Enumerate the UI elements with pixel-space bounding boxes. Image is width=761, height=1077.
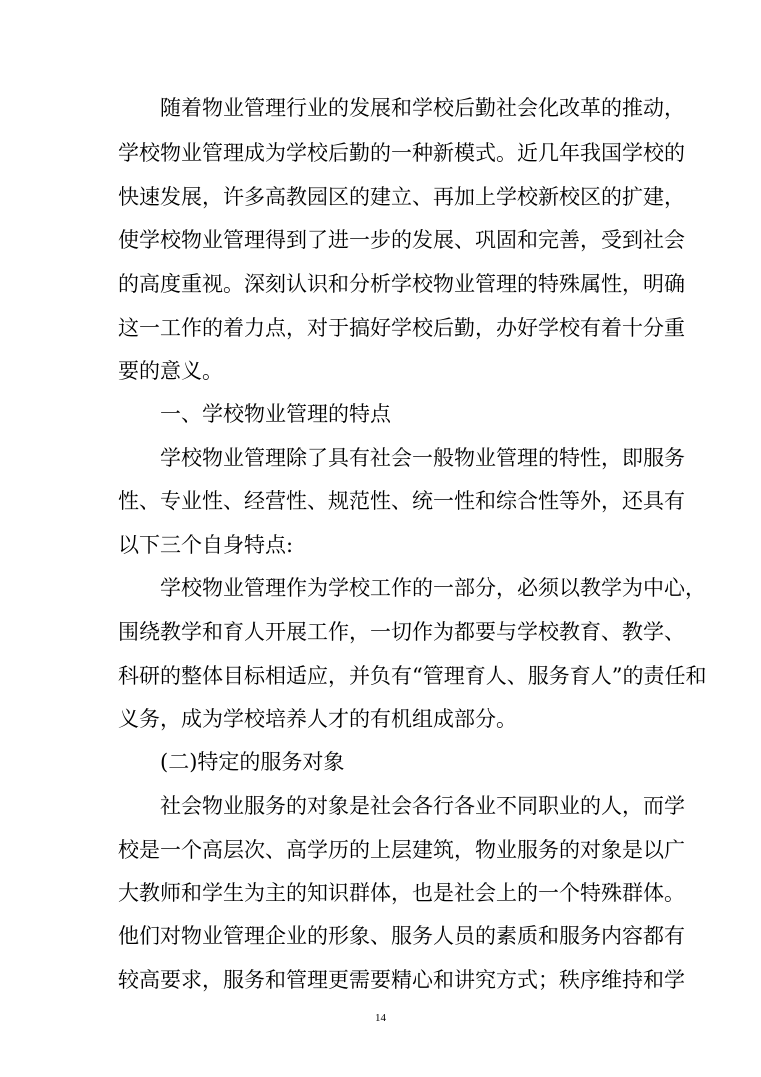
text-line-3: 快速发展，许多高教园区的建立、再加上学校新校区的扩建，: [118, 185, 685, 209]
section-heading-2: (二)特定的服务对象: [160, 750, 345, 774]
text-line-9: 学校物业管理除了具有社会一般物业管理的特性，即服务: [160, 446, 685, 470]
text-line-14: 科研的整体目标相适应，并负有“管理育人、服务育人”的责任和: [118, 664, 707, 688]
text-line-6: 这一工作的着力点，对于搞好学校后勤，办好学校有着十分重: [118, 316, 685, 340]
text-line-11: 以下三个自身特点:: [118, 533, 294, 557]
text-line-10: 性、专业性、经营性、规范性、统一性和综合性等外，还具有: [118, 489, 685, 513]
text-line-13: 围绕教学和育人开展工作，一切作为都要与学校教育、教学、: [118, 620, 685, 644]
text-line-17: 社会物业服务的对象是社会各行各业不同职业的人，而学: [160, 794, 685, 818]
text-line-2: 学校物业管理成为学校后勤的一种新模式。近几年我国学校的: [118, 141, 685, 165]
text-line-15: 义务，成为学校培养人才的有机组成部分。: [118, 707, 517, 731]
text-line-1: 随着物业管理行业的发展和学校后勤社会化改革的推动，: [160, 96, 685, 120]
page-number: 14: [375, 1012, 386, 1024]
text-line-18: 校是一个高层次、高学历的上层建筑，物业服务的对象是以广: [118, 838, 685, 862]
text-line-12: 学校物业管理作为学校工作的一部分，必须以教学为中心，: [160, 576, 706, 600]
text-line-7: 要的意义。: [118, 359, 223, 383]
text-line-5: 的高度重视。深刻认识和分析学校物业管理的特殊属性，明确: [118, 272, 685, 296]
text-line-19: 大教师和学生为主的知识群体，也是社会上的一个特殊群体。: [118, 881, 685, 905]
text-line-4: 使学校物业管理得到了进一步的发展、巩固和完善，受到社会: [118, 228, 685, 252]
text-line-20: 他们对物业管理企业的形象、服务人员的素质和服务内容都有: [118, 924, 685, 948]
text-line-21: 较高要求，服务和管理更需要精心和讲究方式；秩序维持和学: [118, 968, 685, 992]
section-heading-1: 一、学校物业管理的特点: [160, 402, 391, 426]
